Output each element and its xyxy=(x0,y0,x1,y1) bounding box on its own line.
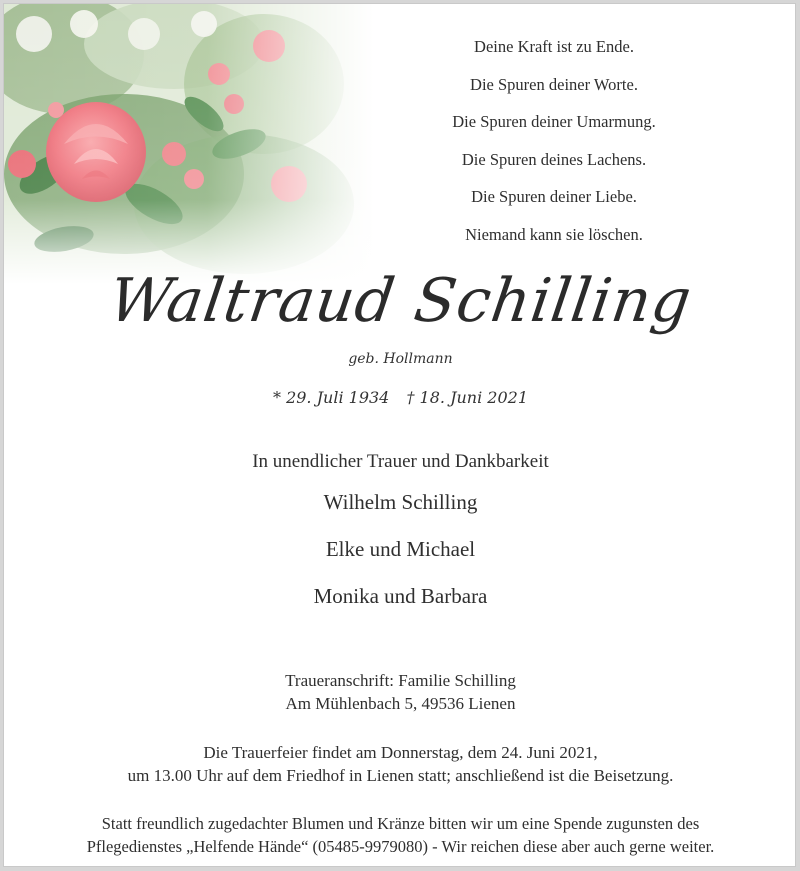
maiden-name: geb. Hollmann xyxy=(348,351,453,367)
death-date: † 18. Juni 2021 xyxy=(406,388,529,407)
mourner-name: Monika und Barbara xyxy=(313,584,488,608)
poem xyxy=(404,32,704,257)
poem-line: Deine Kraft ist zu Ende. xyxy=(474,37,634,56)
donation-line: Statt freundlich zugedachter Blumen und Kränze bitten wir um eine Spende zugunsten des xyxy=(101,814,700,833)
obituary-card xyxy=(3,3,796,867)
poem-line: Die Spuren deiner Worte. xyxy=(470,74,638,94)
ceremony-line: um 13.00 Uhr auf dem Friedhof in Lienen statt; anschließend ist die Beisetzung. xyxy=(127,766,674,785)
mourners xyxy=(4,445,796,626)
address-line: Traueranschrift: Familie Schilling xyxy=(285,671,516,690)
mourners-intro: In unendlicher Trauer und Dankbarkeit xyxy=(252,451,549,472)
mourner-name: Elke und Michael xyxy=(325,537,476,561)
ceremony-info xyxy=(4,741,796,787)
mourning-address xyxy=(4,669,796,715)
poem-line: Die Spuren deiner Umarmung. xyxy=(452,112,656,131)
poem-line: Die Spuren deines Lachens. xyxy=(461,149,647,169)
ceremony-line: Die Trauerfeier findet am Donnerstag, dem 24. Juni 2021, xyxy=(203,743,598,762)
donation-line: Pflegedienstes „Helfende Hände“ (05485-9979080) - Wir reichen diese aber auch gerne weiter. xyxy=(86,837,715,856)
birth-date: * 29. Juli 1934 xyxy=(272,388,390,407)
camellia-flower-image xyxy=(4,4,374,284)
address-line: Am Mühlenbach 5, 49536 Lienen xyxy=(285,694,516,713)
life-dates xyxy=(4,388,796,407)
poem-line: Niemand kann sie löschen. xyxy=(465,224,643,244)
mourner-name: Wilhelm Schilling xyxy=(323,490,478,514)
deceased-name: Waltraud Schilling xyxy=(104,266,697,336)
donation-request xyxy=(4,812,796,858)
poem-line: Die Spuren deiner Liebe. xyxy=(471,187,637,206)
